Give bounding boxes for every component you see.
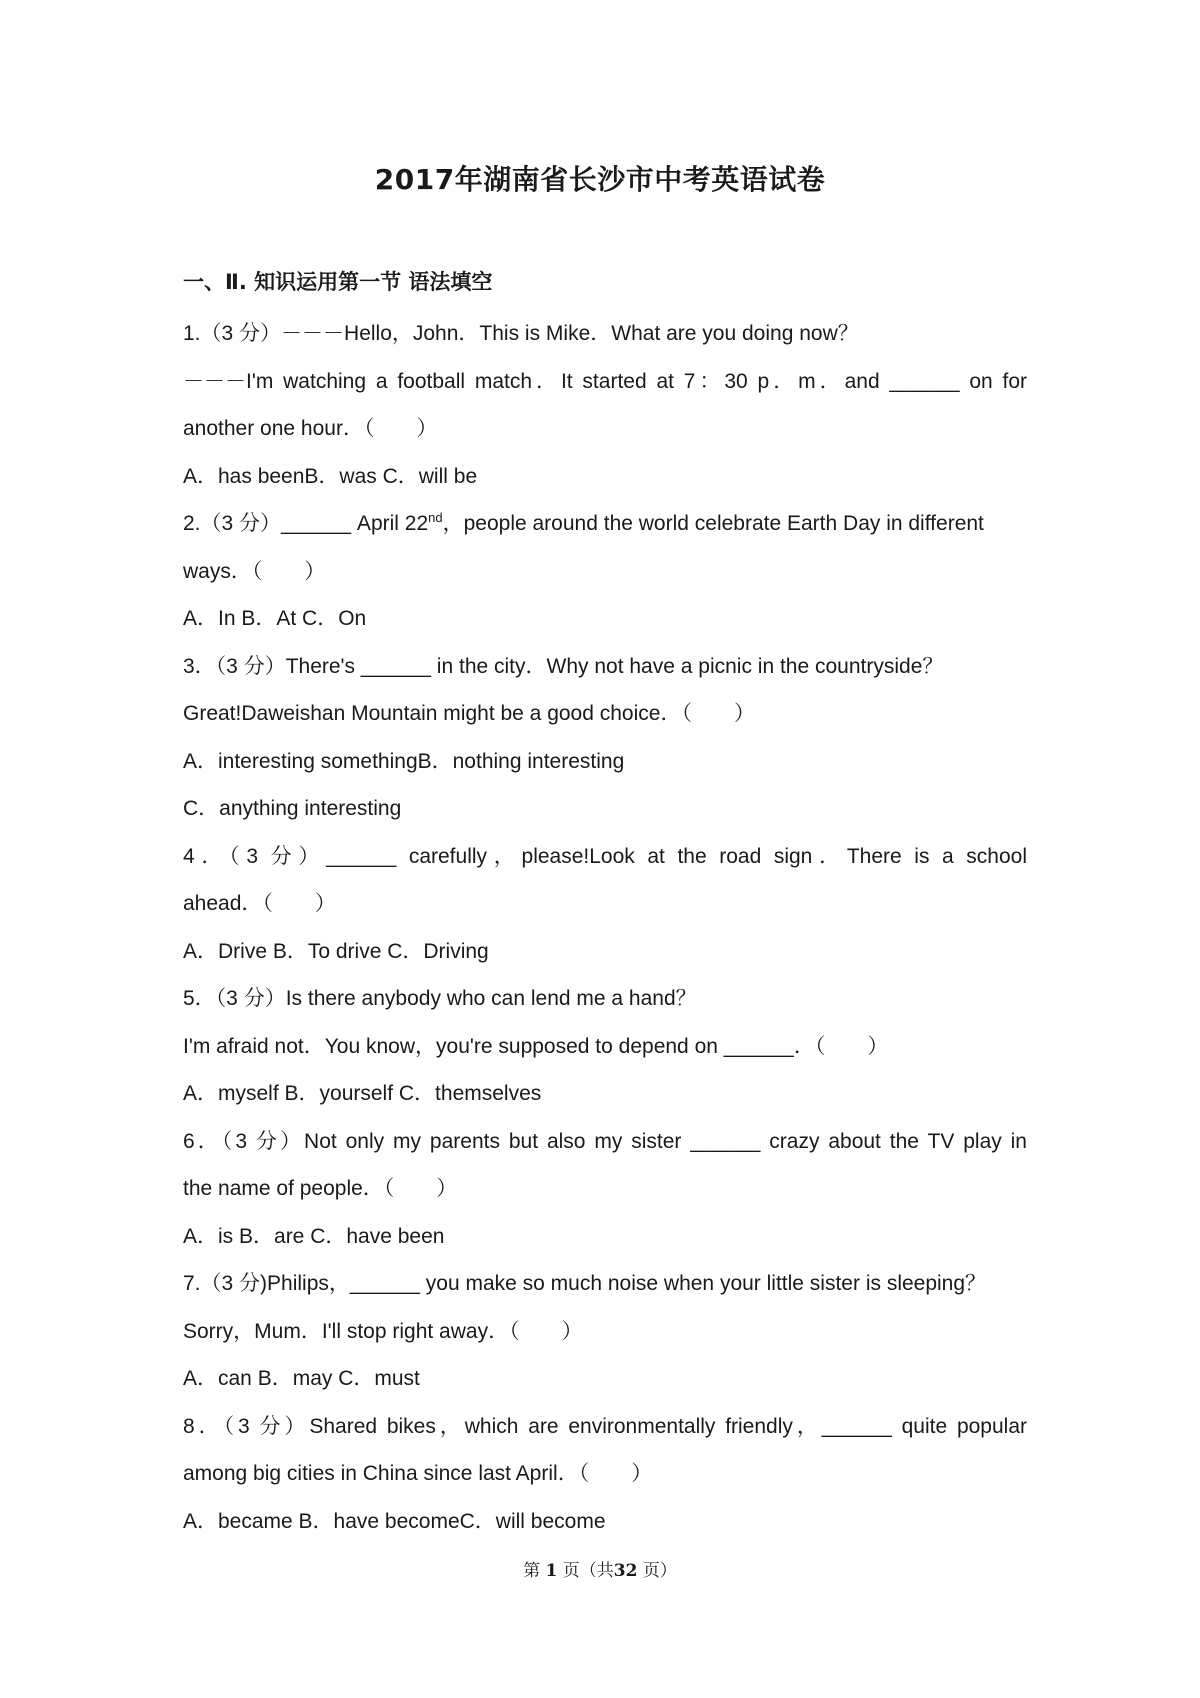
footer-suffix: 页） [642, 1561, 677, 1581]
question-2-line: ways．（ ） [183, 559, 326, 583]
question-5-line: I'm afraid not．You know，you're supposed to depend on ______．（ ） [183, 1034, 889, 1058]
question-1-line: －－－I'm watching a football match．It started at 7：30 p．m．and ______ on for [183, 369, 1027, 393]
question-7-options: A．can B．may C．must [183, 1367, 420, 1390]
question-7-line: 7.（3 分)Philips，______ you make so much noise when your little sister is sleeping？ [183, 1272, 987, 1295]
ordinal-superscript: nd [428, 510, 443, 525]
question-6-line: 6．（3 分）Not only my parents but also my sister ______ crazy about the TV play in [183, 1129, 1027, 1153]
footer-middle: 页（共 [562, 1561, 614, 1581]
question-3-options: C．anything interesting [183, 797, 402, 820]
question-2-stem: 2.（3 分）______ April 22 [183, 512, 429, 535]
question-7-line: Sorry，Mum．I'll stop right away．（ ） [183, 1319, 583, 1343]
question-2-options: A．In B．At C．On [183, 607, 367, 630]
footer-total-pages: 32 [613, 1561, 638, 1581]
question-4-line: ahead．（ ） [183, 892, 336, 915]
question-list [183, 310, 1027, 1545]
section-heading: 一、Ⅱ. 知识运用第一节 语法填空 [183, 270, 493, 294]
question-3-line: 3．（3 分）There's ______ in the city．Why not have a picnic in the countryside？ [183, 654, 944, 678]
footer-prefix: 第 [523, 1561, 541, 1581]
question-4-options: A．Drive B．To drive C．Driving [183, 939, 489, 963]
question-4-line: 4．（3 分）______ carefully，please!Look at the road sign．There is a school [183, 844, 1027, 868]
question-3-line: Great!Daweishan Mountain might be a good choice．（ ） [183, 702, 755, 725]
question-8-line: among big cities in China since last April．（ ） [183, 1462, 653, 1485]
question-2-line [183, 500, 1027, 548]
question-2-stem-rest: ，people around the world celebrate Earth Day in different [442, 512, 984, 535]
page-footer [0, 1556, 1200, 1581]
page-title: 2017年湖南省长沙市中考英语试卷 [374, 163, 826, 196]
question-8-line: 8．（3 分）Shared bikes，which are environmentally friendly，______ quite popular [183, 1414, 1027, 1438]
question-1-line: another one hour．（ ） [183, 417, 438, 440]
footer-page-number: 1 [545, 1561, 558, 1581]
question-5-options: A．myself B．yourself C．themselves [183, 1082, 542, 1105]
question-6-options: A．is B．are C．have been [183, 1224, 445, 1248]
question-1-options: A．has beenB．was C．will be [183, 464, 478, 488]
question-3-options: A．interesting somethingB．nothing interesting [183, 749, 625, 773]
question-5-line: 5．（3 分）Is there anybody who can lend me a hand？ [183, 987, 697, 1010]
question-1-line: 1.（3 分）－－－Hello，John．This is Mike．What are you doing now？ [183, 322, 859, 345]
question-6-line: the name of people．（ ） [183, 1177, 458, 1200]
question-8-options: A．became B．have becomeC．will become [183, 1509, 606, 1533]
